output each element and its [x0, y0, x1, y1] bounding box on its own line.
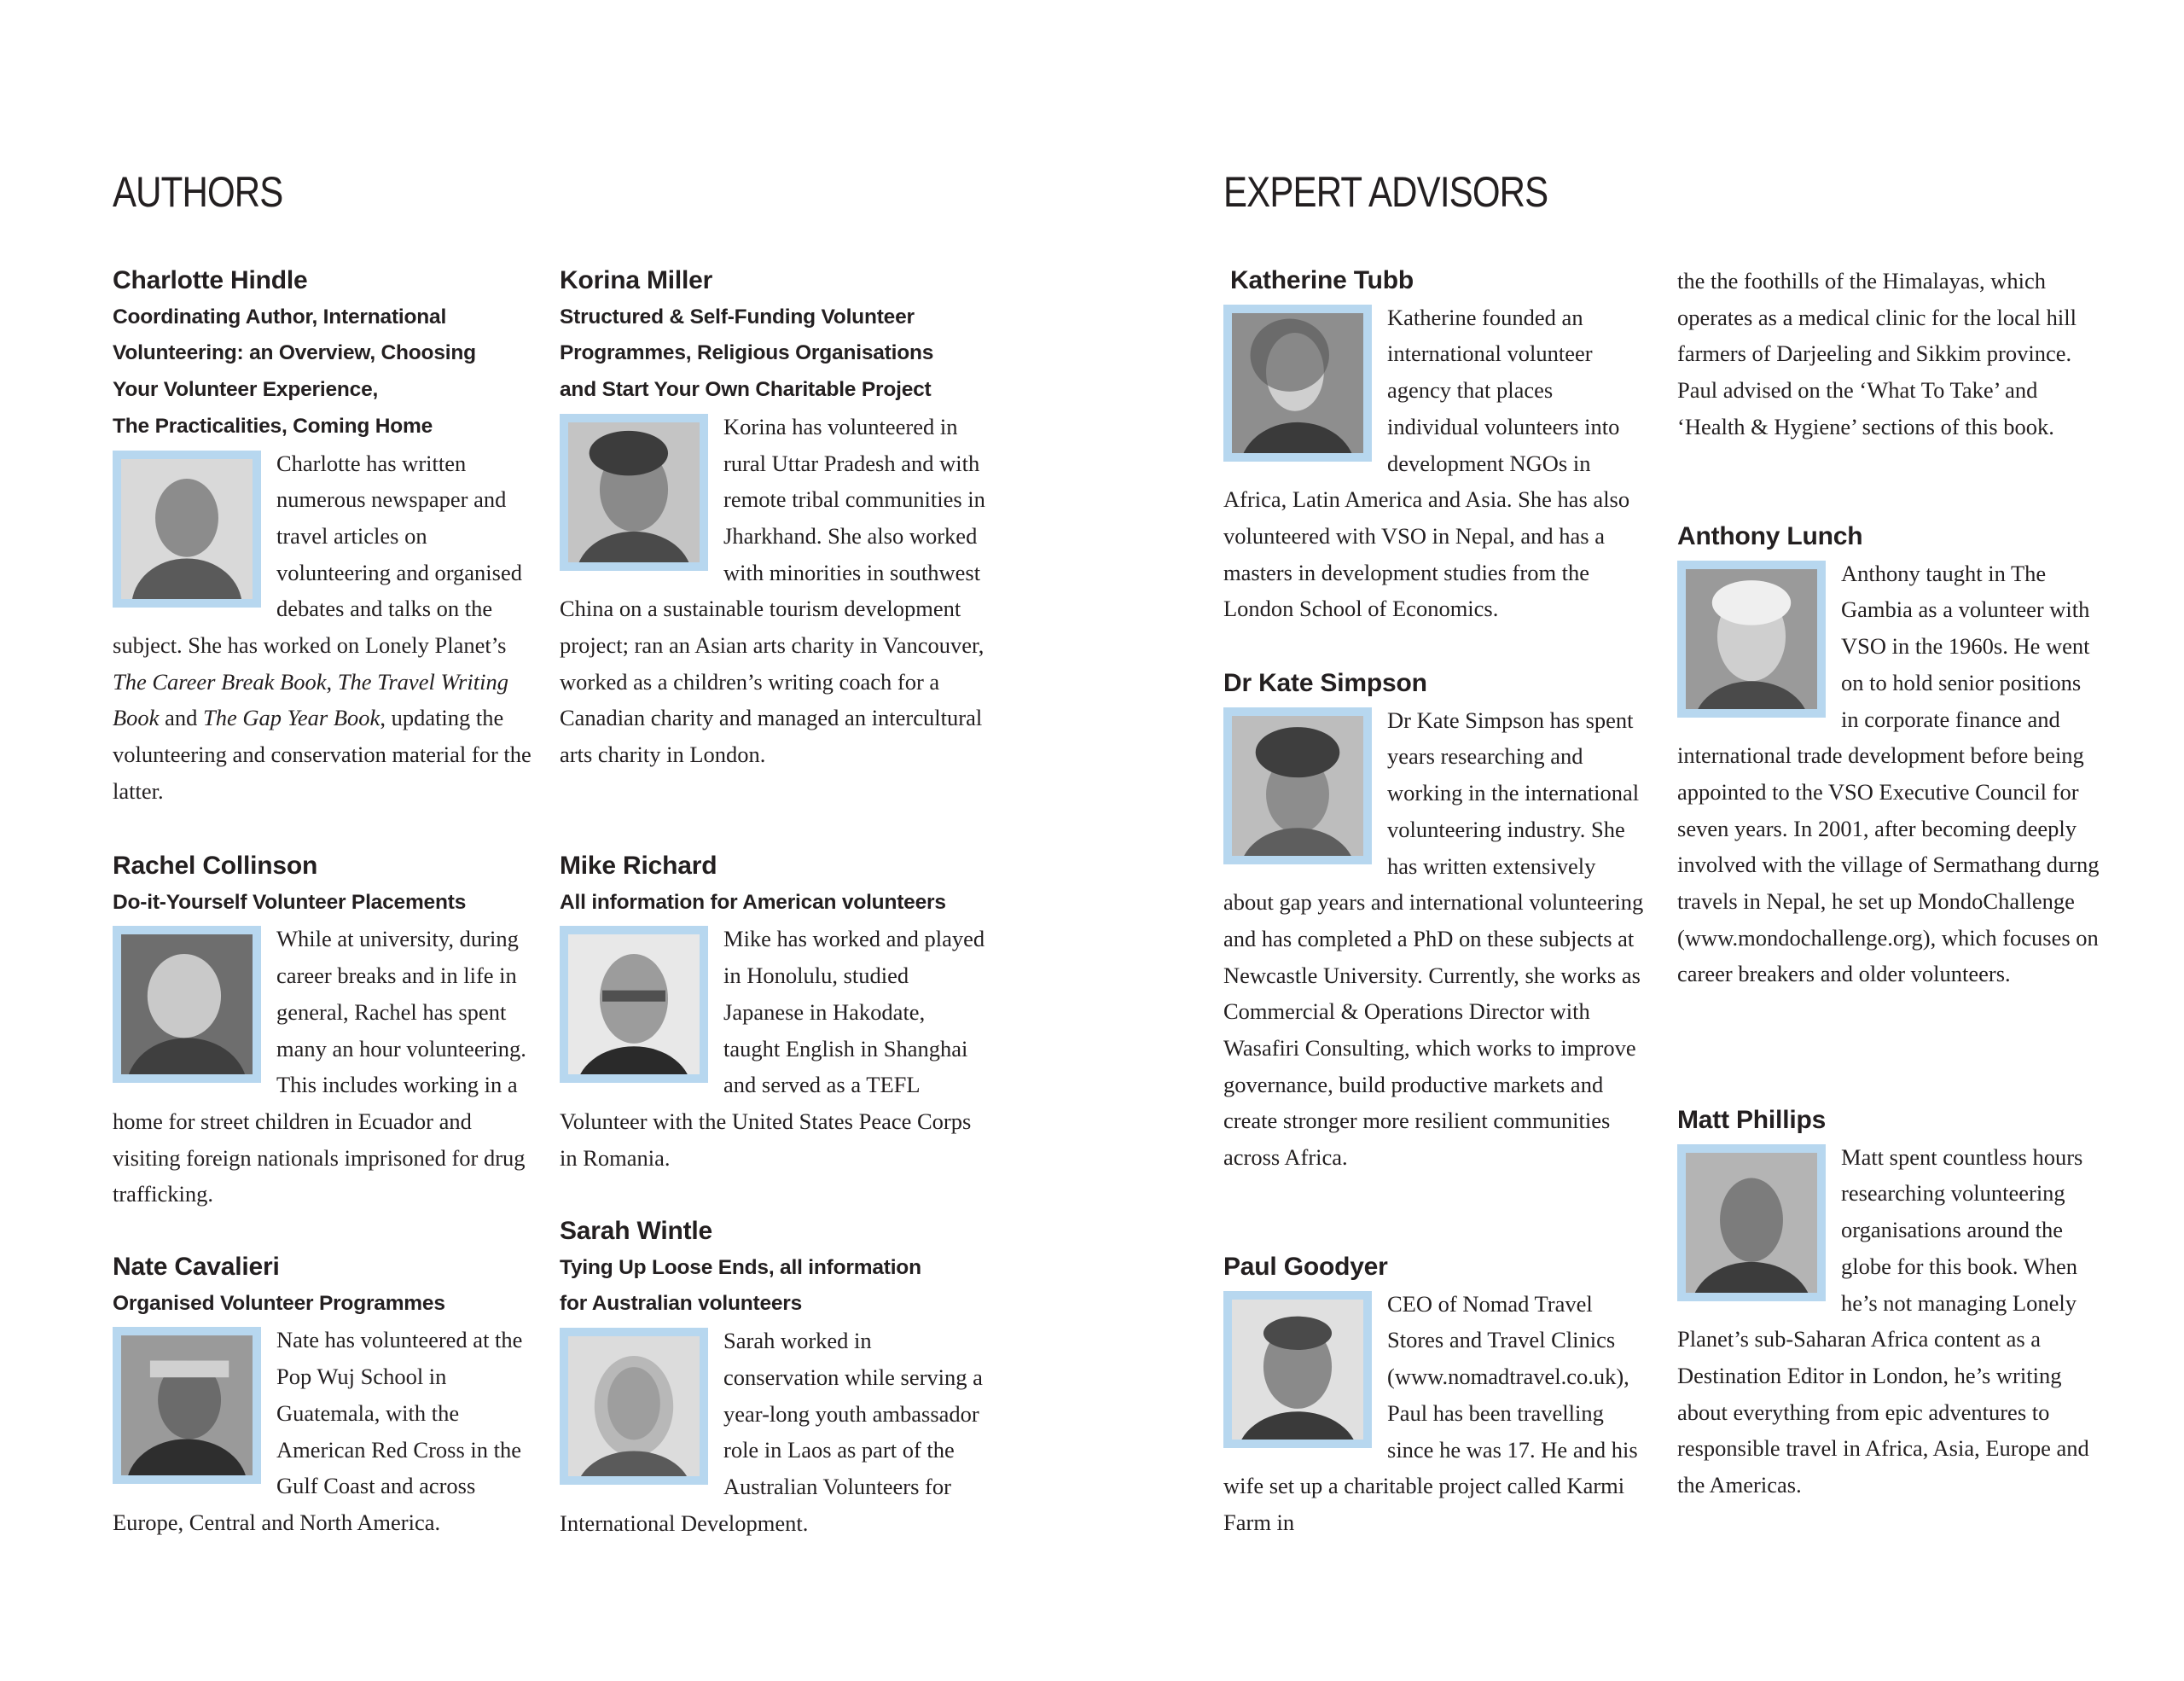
- advisor-photo: [1223, 1291, 1372, 1448]
- author-photo: [560, 926, 708, 1083]
- author-bio-nate-cavalieri: [113, 1249, 539, 1541]
- author-role: Structured & Self-Funding Volunteer Programmes, Religious Organisations and Start Your Own Charitable Project: [560, 305, 934, 402]
- advisor-name: Matt Phillips: [1677, 1106, 1827, 1134]
- author-bio-sarah-wintle: [560, 1213, 986, 1541]
- portrait-icon: [1686, 569, 1817, 709]
- author-name: Charlotte Hindle: [113, 266, 308, 294]
- author-photo: [113, 451, 261, 608]
- advisor-bio-text: Dr Kate Simpson has spent years researching and working in the international volunteering industry. She has written extensively about gap years and international volunteering and has completed a PhD on these subjects at Newcastle University. Currently, she works as Commercial & Operations Director with Wasafiri Consulting, which works to improve governance, build productive markets and create stronger more resilient communities across Africa.: [1223, 707, 1644, 1171]
- author-photo: [560, 414, 708, 571]
- portrait-icon: [1232, 313, 1363, 453]
- authors-heading: AUTHORS: [113, 168, 283, 216]
- author-bio-korina-miller: [560, 263, 986, 773]
- author-bio-text: Sarah worked in conservation while serving a year-long youth ambassador role in Laos as part of the Australian Volunteers for International Development.: [560, 1328, 983, 1536]
- expert-advisors-heading: EXPERT ADVISORS: [1223, 168, 1548, 216]
- advisor-bio-paul-goodyer-continued: [1677, 263, 2104, 445]
- author-role: All information for American volunteers: [560, 890, 946, 914]
- advisor-bio-anthony-lunch: [1677, 519, 2104, 992]
- author-photo: [560, 1328, 708, 1485]
- portrait-icon: [568, 934, 700, 1074]
- advisor-bio-text: Matt spent countless hours researching volunteering organisations around the globe for this book. When he’s not managing Lonely Planet’s sub-Saharan Africa content as a Destination Editor in London, he’s writing about everything from epic adventures to responsible travel in Africa, Asia, Europe and the Americas.: [1677, 1143, 2089, 1498]
- portrait-icon: [121, 1335, 253, 1475]
- author-bio-mike-richard: [560, 848, 986, 1176]
- author-name: Rachel Collinson: [113, 852, 318, 880]
- author-bio-text: Korina has volunteered in rural Uttar Pradesh and with remote tribal communities in Jharkhand. She also worked with minorities in southwest China on a sustainable tourism development project; ran an Asian arts charity in Vancouver, worked as a children’s writing coach for a Canadian charity and managed an intercultural arts charity in London.: [560, 413, 985, 768]
- author-name: Nate Cavalieri: [113, 1253, 280, 1281]
- advisor-bio-kate-simpson: [1223, 666, 1650, 1176]
- portrait-icon: [1232, 1300, 1363, 1440]
- author-photo: [113, 926, 261, 1083]
- author-role: Organised Volunteer Programmes: [113, 1291, 445, 1315]
- author-role: Do-it-Yourself Volunteer Placements: [113, 890, 467, 914]
- author-name: Sarah Wintle: [560, 1217, 713, 1245]
- advisor-bio-matt-phillips: [1677, 1102, 2104, 1504]
- advisor-bio-text: the the foothills of the Himalayas, which operates as a medical clinic for the local hill farmers of Darjeeling and Sikkim province. Paul advised on the ‘What To Take’ and ‘Health & Hygiene’ sections of this book.: [1677, 268, 2077, 439]
- advisor-bio-text: CEO of Nomad Travel Stores and Travel Clinics (www.nomadtravel.co.uk), Paul has been travelling since he was 17. He and his wife set up a charitable project called Karmi Farm in: [1223, 1290, 1638, 1535]
- advisor-bio-text: Katherine founded an international volunteer agency that places individual volunteers into development NGOs in Africa, Latin America and Asia. She has also volunteered with VSO in Nepal, and has a masters in development studies from the London School of Economics.: [1223, 304, 1630, 622]
- advisor-bio-katherine-tubb: [1223, 263, 1650, 627]
- portrait-icon: [121, 459, 253, 599]
- author-bio-text: Charlotte has written numerous newspaper and travel articles on volunteering and organised debates and talks on the subject. She has worked on Lonely Planet’s The Career Break Book, The Travel Writing Book and The Gap Year Book, updating the volunteering and conservation material for the latter.: [113, 450, 531, 804]
- portrait-icon: [568, 422, 700, 562]
- author-role: Tying Up Loose Ends, all information for Australian volunteers: [560, 1255, 921, 1316]
- author-name: Korina Miller: [560, 266, 713, 294]
- advisor-photo: [1223, 707, 1372, 864]
- author-name: Mike Richard: [560, 852, 717, 880]
- author-bio-text: Nate has volunteered at the Pop Wuj School in Guatemala, with the American Red Cross in the Gulf Coast and across Europe, Central and North America.: [113, 1327, 523, 1535]
- portrait-icon: [1232, 716, 1363, 856]
- portrait-icon: [121, 934, 253, 1074]
- author-bio-charlotte-hindle: [113, 263, 539, 810]
- advisor-bio-paul-goodyer: [1223, 1249, 1650, 1541]
- advisor-name: Anthony Lunch: [1677, 522, 1863, 550]
- advisor-name: Dr Kate Simpson: [1223, 669, 1427, 697]
- author-bio-text: Mike has worked and played in Honolulu, studied Japanese in Hakodate, taught English in Shanghai and served as a TEFL Volunteer with the United States Peace Corps in Romania.: [560, 926, 985, 1171]
- author-bio-text: While at university, during career breaks and in life in general, Rachel has spent many an hour volunteering. This includes working in a home for street children in Ecuador and visiting foreign nationals imprisoned for drug trafficking.: [113, 926, 526, 1207]
- author-role: Coordinating Author, International Volunteering: an Overview, Choosing Your Volunteer Experience, The Practicalities, Coming Home: [113, 305, 476, 438]
- author-photo: [113, 1327, 261, 1484]
- portrait-icon: [1686, 1153, 1817, 1293]
- advisor-photo: [1677, 1144, 1826, 1301]
- portrait-icon: [568, 1336, 700, 1476]
- author-bio-rachel-collinson: [113, 848, 539, 1213]
- advisor-bio-text: Anthony taught in The Gambia as a volunteer with VSO in the 1960s. He went on to hold senior positions in corporate finance and international trade development before being appointed to the VSO Executive Council for seven years. In 2001, after becoming deeply involved with the village of Sermathang durng travels in Nepal, he set up MondoChallenge (www.mondochallenge.org), which focuses on career breakers and older volunteers.: [1677, 560, 2100, 987]
- advisor-photo: [1677, 561, 1826, 718]
- advisor-name: Paul Goodyer: [1223, 1253, 1388, 1281]
- advisor-name: Katherine Tubb: [1230, 266, 1414, 294]
- advisor-photo: [1223, 305, 1372, 462]
